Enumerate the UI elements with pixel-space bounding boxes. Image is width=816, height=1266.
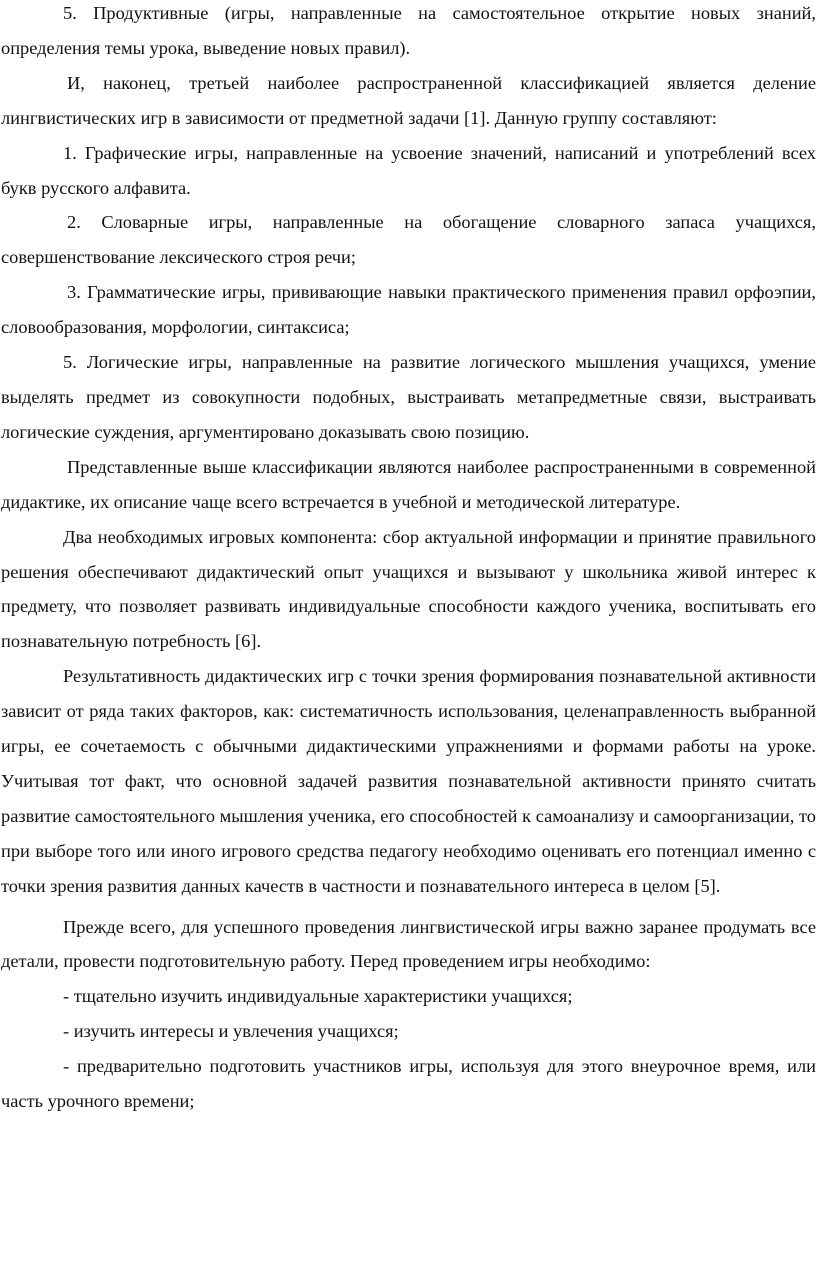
paragraph-graphic-games: 1. Графические игры, направленные на усвоение значений, написаний и употреблений всех букв русского алфавита. [1, 142, 816, 198]
paragraph-effectiveness: Результативность дидактических игр с точки зрения формирования познавательной активности зависит от ряда таких факторов, как: систематичность использования, целенаправленность выбранной игры, ее сочетаемость с обычными дидактическими упражнениями и формами работы на уроке. Учитывая тот факт, что основной задачей развития познавательной активности принято считать развитие самостоятельного мышления ученика, его способностей к самоанализу и самоорганизации, то при выборе того или иного игрового средства педагогу необходимо оценивать его потенциал именно с точки зрения развития данных качеств в частности и познавательного интереса в целом [5]. [1, 666, 816, 896]
list-item-study-interests: - изучить интересы и увлечения учащихся; [63, 1021, 399, 1042]
paragraph-classifications-summary: Представленные выше классификации являются наиболее распространенными в современной дидактике, их описание чаще всего встречается в учебной и методической литературе. [1, 456, 816, 512]
paragraph-productive-games: 5. Продуктивные (игры, направленные на самостоятельное открытие новых знаний, определения темы урока, выведение новых правил). [1, 3, 816, 58]
paragraph-third-classification: И, наконец, третьей наиболее распространенной классификацией является деление лингвистических игр в зависимости от предметной задачи [1]. Данную группу составляют: [1, 72, 816, 128]
paragraph-vocabulary-games: 2. Словарные игры, направленные на обогащение словарного запаса учащихся, совершенствование лексического строя речи; [1, 212, 816, 268]
paragraph-preparation: Прежде всего, для успешного проведения лингвистической игры важно заранее продумать все детали, провести подготовительную работу. Перед проведением игры необходимо: [1, 916, 816, 972]
paragraph-grammar-games: 3. Грамматические игры, прививающие навыки практического применения правил орфоэпии, словообразования, морфологии, синтаксиса; [1, 282, 816, 338]
paragraph-game-components: Два необходимых игровых компонента: сбор актуальной информации и принятие правильного решения обеспечивают дидактический опыт учащихся и вызывают у школьника живой интерес к предмету, что позволяет развивать индивидуальные способности каждого ученика, воспитывать его познавательную потребность [6]. [1, 526, 816, 652]
list-item-prepare-participants: - предварительно подготовить участников игры, используя для этого внеурочное время, или часть урочного времени; [1, 1056, 816, 1112]
paragraph-logic-games: 5. Логические игры, направленные на развитие логического мышления учащихся, умение выделять предмет из совокупности подобных, выстраивать метапредметные связи, выстраивать логические суждения, аргументировано доказывать свою позицию. [1, 352, 816, 442]
list-item-study-characteristics: - тщательно изучить индивидуальные характеристики учащихся; [63, 986, 573, 1007]
